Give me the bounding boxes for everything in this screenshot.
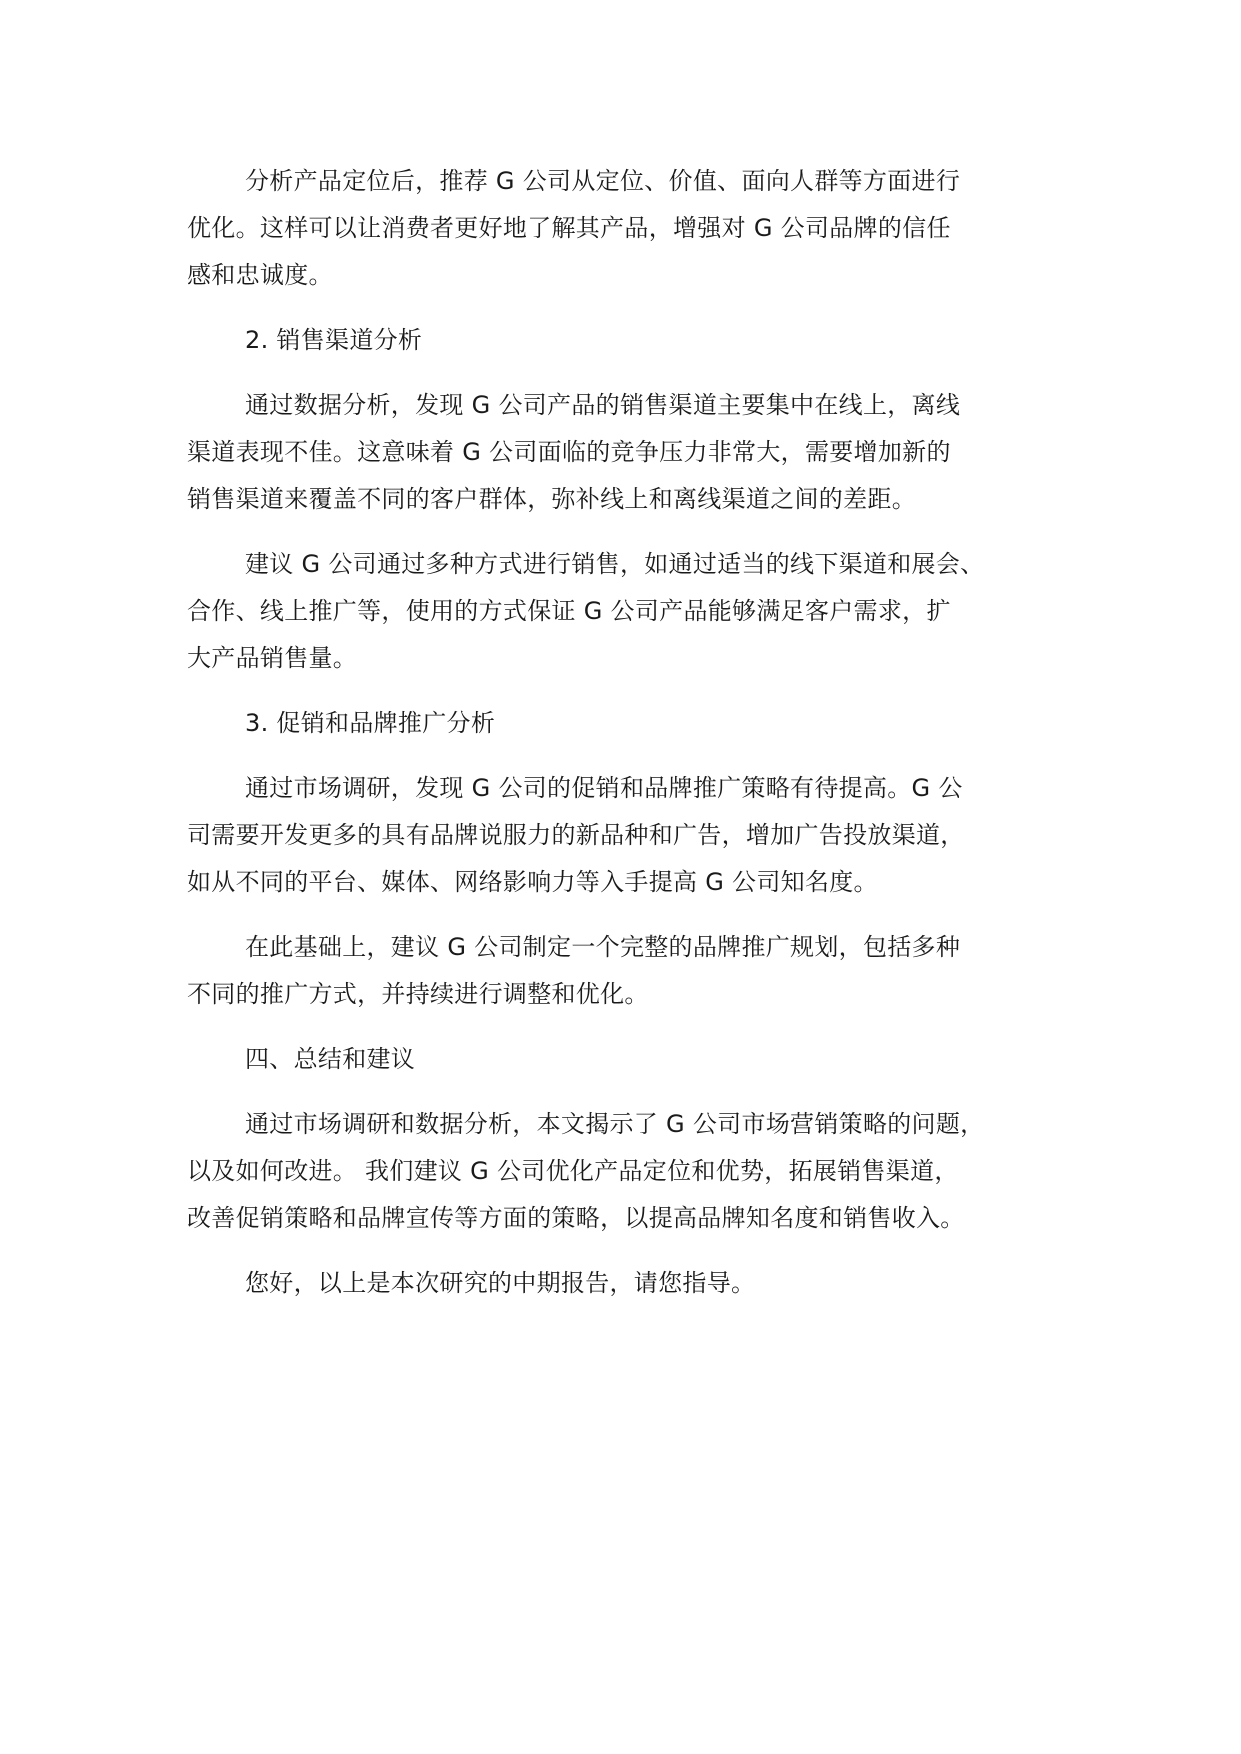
text-line: 司需要开发更多的具有品牌说服力的新品种和广告，增加广告投放渠道， <box>187 821 965 849</box>
text-line: 感和忠诚度。 <box>187 261 333 289</box>
section-heading: 四、总结和建议 <box>245 1045 416 1073</box>
section-heading: 3. 促销和品牌推广分析 <box>245 709 496 737</box>
paragraph-promotion-findings <box>187 765 1067 906</box>
text-line: 不同的推广方式，并持续进行调整和优化。 <box>187 980 649 1008</box>
paragraph-product-optimization <box>187 158 1067 299</box>
paragraph-closing <box>187 1260 1067 1307</box>
text-line: 通过市场调研和数据分析，本文揭示了 G 公司市场营销策略的问题， <box>245 1110 985 1138</box>
paragraph-sales-channel-findings <box>187 382 1067 523</box>
heading-promotion-branding-analysis <box>187 700 1067 747</box>
paragraph-sales-channel-recommendation <box>187 541 1067 682</box>
text-line: 在此基础上，建议 G 公司制定一个完整的品牌推广规划，包括多种 <box>245 933 961 961</box>
text-line: 通过市场调研，发现 G 公司的促销和品牌推广策略有待提高。G 公 <box>245 774 963 802</box>
text-line: 以及如何改进。 我们建议 G 公司优化产品定位和优势，拓展销售渠道， <box>187 1157 959 1185</box>
paragraph-summary <box>187 1101 1067 1242</box>
heading-sales-channel-analysis <box>187 317 1067 364</box>
text-line: 优化。这样可以让消费者更好地了解其产品，增强对 G 公司品牌的信任 <box>187 214 951 242</box>
document-body <box>187 158 1067 1307</box>
paragraph-promotion-recommendation <box>187 924 1067 1018</box>
text-line: 分析产品定位后，推荐 G 公司从定位、价值、面向人群等方面进行 <box>245 167 961 195</box>
section-heading: 2. 销售渠道分析 <box>245 326 423 354</box>
text-line: 渠道表现不佳。这意味着 G 公司面临的竞争压力非常大，需要增加新的 <box>187 438 951 466</box>
text-line: 大产品销售量。 <box>187 644 358 672</box>
text-line: 销售渠道来覆盖不同的客户群体，弥补线上和离线渠道之间的差距。 <box>187 485 916 513</box>
text-line: 如从不同的平台、媒体、网络影响力等入手提高 G 公司知名度。 <box>187 868 878 896</box>
text-line: 改善促销策略和品牌宣传等方面的策略，以提高品牌知名度和销售收入。 <box>187 1204 965 1232</box>
text-line: 您好，以上是本次研究的中期报告，请您指导。 <box>245 1269 756 1297</box>
heading-summary-and-suggestions <box>187 1036 1067 1083</box>
text-line: 通过数据分析，发现 G 公司产品的销售渠道主要集中在线上，离线 <box>245 391 961 419</box>
text-line: 建议 G 公司通过多种方式进行销售，如通过适当的线下渠道和展会、 <box>245 550 985 578</box>
text-line: 合作、线上推广等，使用的方式保证 G 公司产品能够满足客户需求，扩 <box>187 597 951 625</box>
